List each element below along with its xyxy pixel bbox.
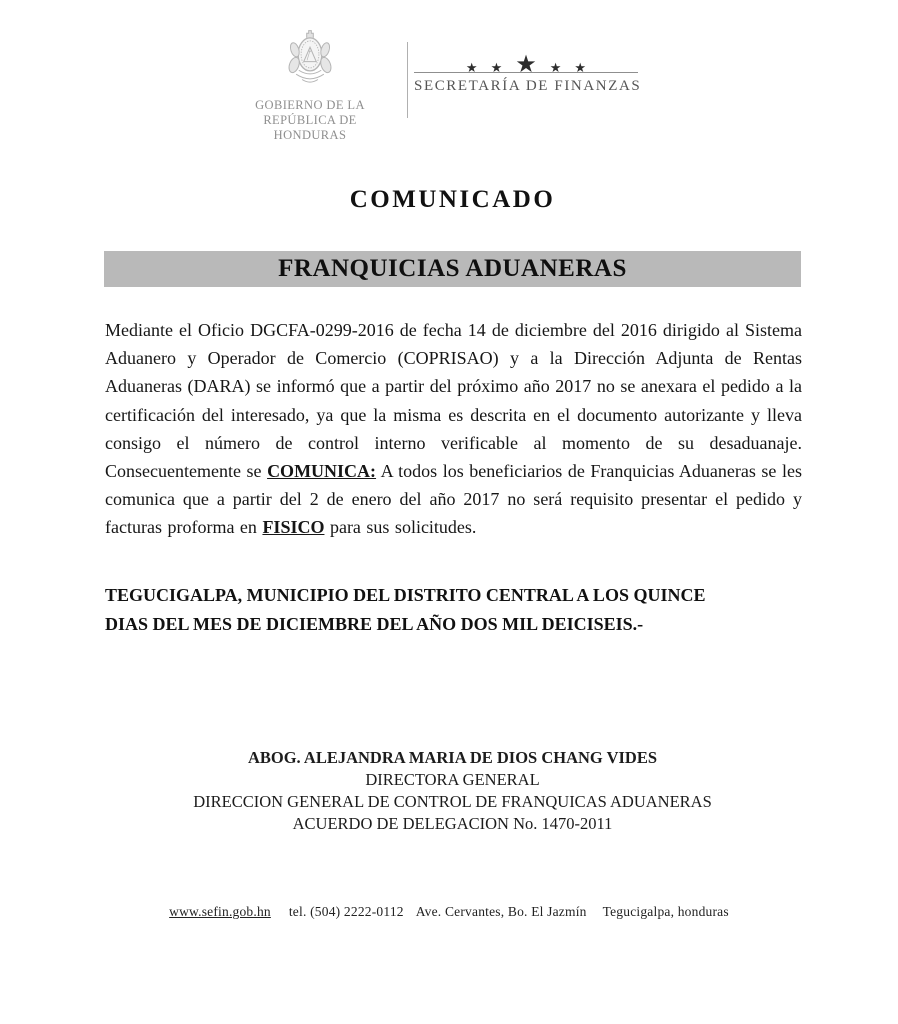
emphasized-term: FISICO <box>262 517 325 538</box>
footer-city: Tegucigalpa, honduras <box>602 904 729 919</box>
star-icon: ★ <box>549 60 562 75</box>
signatory-title: DIRECTORA GENERAL <box>365 770 540 789</box>
dateline-line: DIAS DEL MES DE DICIEMBRE DEL AÑO DOS MIL DEICISEIS.- <box>105 613 644 634</box>
footer <box>0 904 898 920</box>
signatory-office: DIRECCION GENERAL DE CONTROL DE FRANQUICAS ADUANERAS <box>193 792 712 811</box>
paragraph-text: A todos los beneficiarios de Franquicias Aduaneras se les comunica que a partir del 2 de enero del año 2017 no será requisito presentar el pedido y facturas proforma en <box>105 461 802 538</box>
sefin-logo <box>414 47 642 95</box>
paragraph-text: Mediante el Oficio DGCFA-0299-2016 de fecha 14 de diciembre del 2016 dirigido al Sistema Aduanero y Operador de Comercio (COPRISAO) y a la Dirección Adjunta de Rentas Aduaneras (DARA) se informó que a partir del próximo año 2017 no se anexara el pedido a la certificación del interesado, ya que la misma es descrita en el documento autorizante y lleva consigo el número de control interno verificable al momento de su desaduanaje. Consecuentemente se <box>105 320 802 482</box>
star-icon: ★ <box>574 60 587 75</box>
signatory-decree: ACUERDO DE DELEGACION No. 1470-2011 <box>292 814 613 833</box>
page-title: COMUNICADO <box>349 186 556 213</box>
signatory-name: ABOG. ALEJANDRA MARIA DE DIOS CHANG VIDES <box>247 748 658 767</box>
emphasized-term: COMUNICA: <box>267 461 377 482</box>
star-icon: ★ <box>490 60 503 75</box>
body-paragraph <box>105 316 802 542</box>
dateline-line: TEGUCIGALPA, MUNICIPIO DEL DISTRITO CENTRAL A LOS QUINCE <box>105 585 706 605</box>
footer-phone: tel. (504) 2222-0112 <box>288 904 404 919</box>
signature-block <box>105 747 800 835</box>
dateline <box>105 581 802 638</box>
subject-banner <box>104 251 801 287</box>
star-icon: ★ <box>465 60 478 75</box>
gobierno-caption-line2: REPÚBLICA DE HONDURAS <box>263 113 357 142</box>
gobierno-caption-line1: GOBIERNO DE LA <box>255 98 365 112</box>
paragraph-text: para sus solicitudes. <box>324 517 477 538</box>
website-link[interactable]: www.sefin.gob.hn <box>169 904 271 919</box>
footer-address: Ave. Cervantes, Bo. El Jazmín <box>415 904 587 919</box>
subject-banner-text: FRANQUICIAS ADUANERAS <box>278 255 627 282</box>
logo-divider <box>407 42 408 118</box>
gobierno-caption <box>228 98 392 143</box>
gobierno-logo <box>228 28 392 143</box>
star-icon: ★ <box>515 52 537 78</box>
honduras-coat-of-arms-icon <box>277 28 343 94</box>
stars-row-icon <box>414 47 638 78</box>
sefin-logo-name: SECRETARÍA DE FINANZAS <box>414 78 642 94</box>
